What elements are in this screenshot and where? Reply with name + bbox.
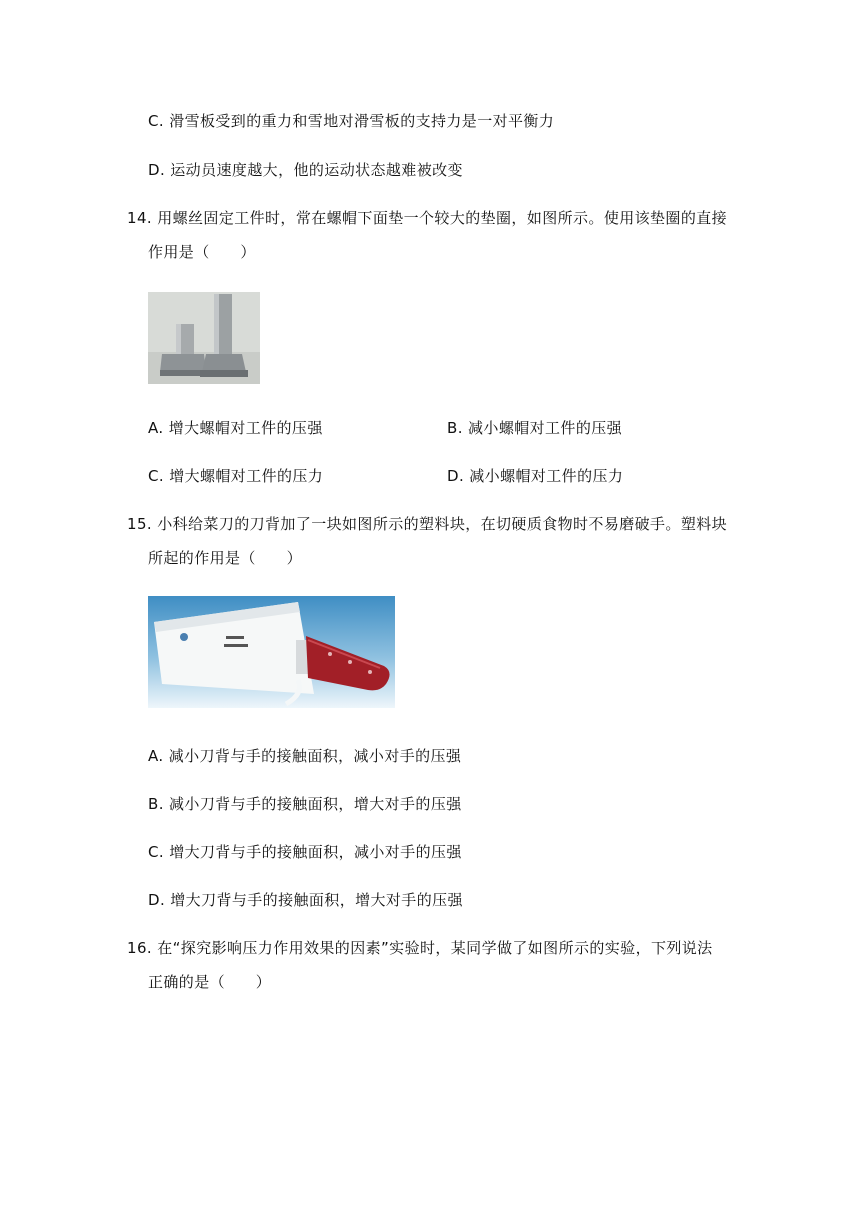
q14-stem-line1: 14. 用螺丝固定工件时，常在螺帽下面垫一个较大的垫圈，如图所示。使用该垫圈的直接: [127, 209, 728, 227]
cleaver-with-plastic-block-image: [148, 596, 395, 708]
q15-option-c: C. 增大刀背与手的接触面积，减小对手的压强: [148, 843, 462, 861]
q15-stem-line2: 所起的作用是（ ）: [148, 549, 303, 567]
q14-option-b: B. 减小螺帽对工件的压强: [447, 419, 623, 437]
q16-stem-line1: 16. 在“探究影响压力作用效果的因素”实验时，某同学做了如图所示的实验，下列说法: [127, 939, 713, 957]
q16-stem-line2: 正确的是（ ）: [148, 973, 272, 991]
q14-option-c: C. 增大螺帽对工件的压力: [148, 467, 324, 485]
q15-stem-line1: 15. 小科给菜刀的刀背加了一块如图所示的塑料块，在切硬质食物时不易磨破手。塑料块: [127, 515, 728, 533]
bolts-figure: [148, 292, 260, 384]
q14-stem-line2: 作用是（ ）: [148, 243, 256, 261]
q15-option-d: D. 增大刀背与手的接触面积，增大对手的压强: [148, 891, 463, 909]
q13-option-d: D. 运动员速度越大，他的运动状态越难被改变: [148, 161, 463, 179]
q15-option-b: B. 减小刀背与手的接触面积，增大对手的压强: [148, 795, 462, 813]
q14-option-a: A. 增大螺帽对工件的压强: [148, 419, 323, 437]
q13-option-c: C. 滑雪板受到的重力和雪地对滑雪板的支持力是一对平衡力: [148, 112, 555, 130]
bolts-with-washer-image: [148, 292, 260, 384]
q15-option-a: A. 减小刀背与手的接触面积，减小对手的压强: [148, 747, 462, 765]
cleaver-figure: [148, 596, 395, 708]
q14-option-d: D. 减小螺帽对工件的压力: [447, 467, 624, 485]
